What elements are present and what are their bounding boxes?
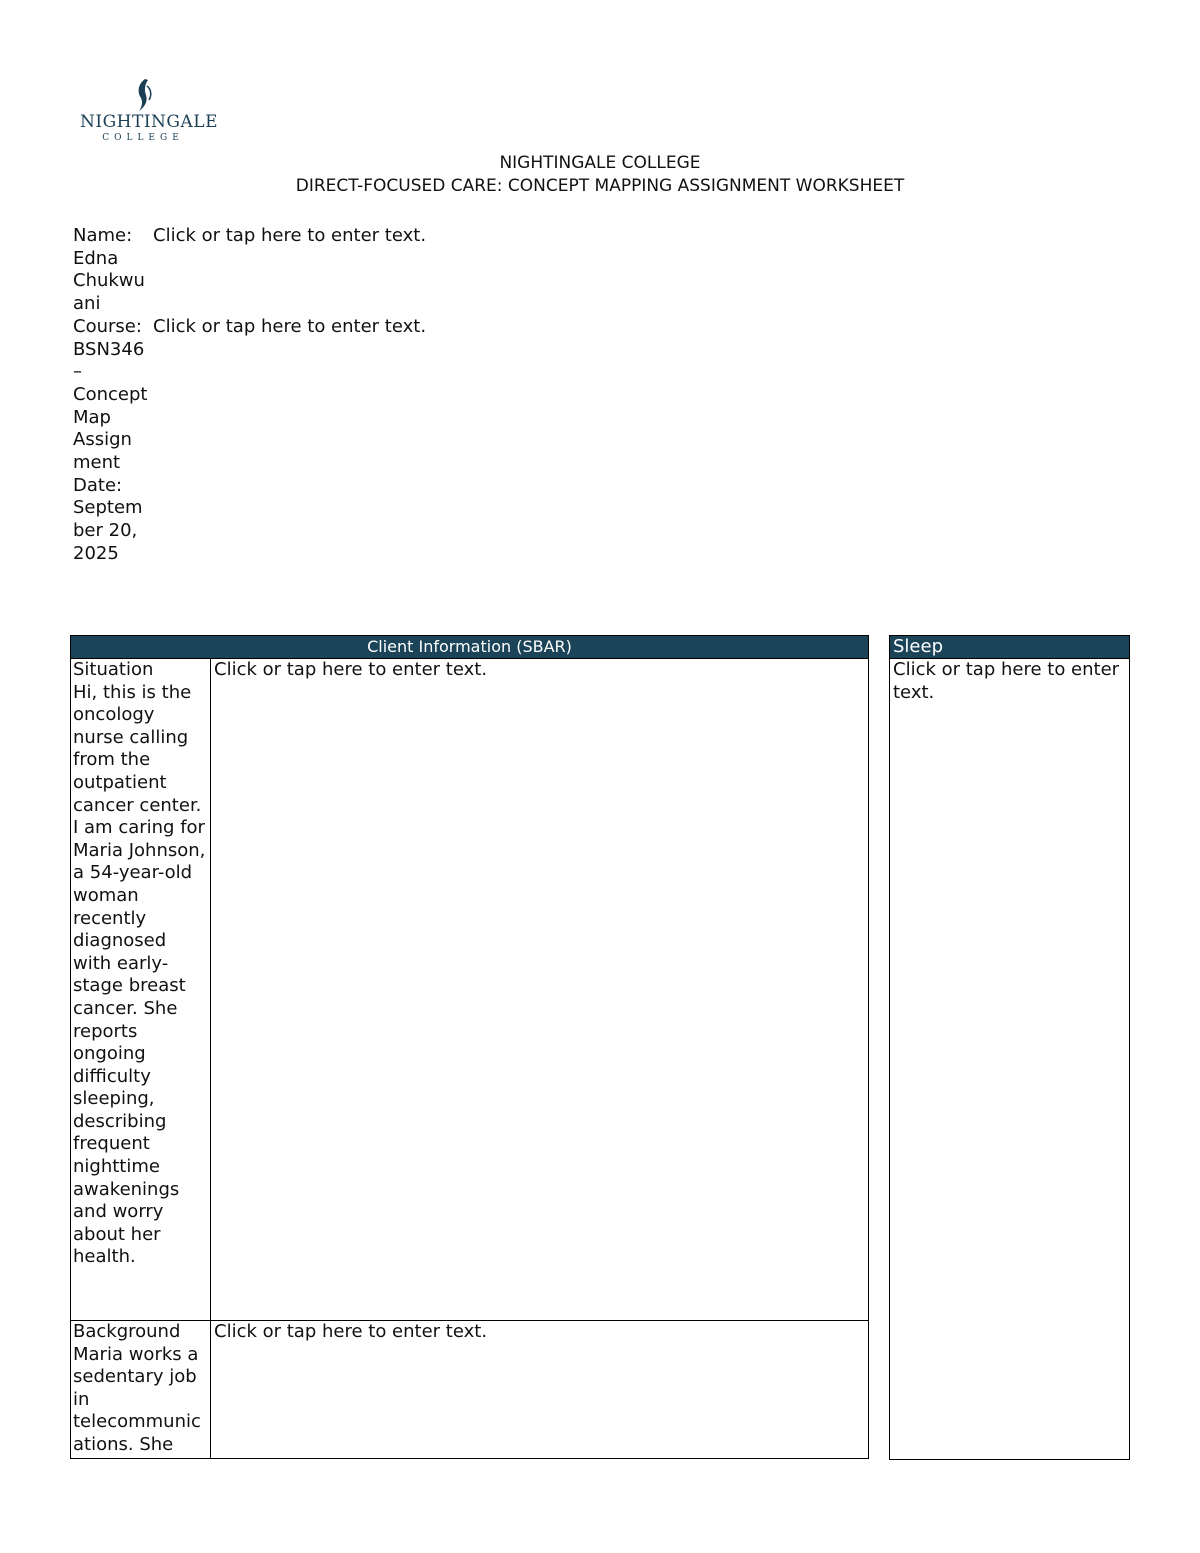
situation-label: Situation — [73, 659, 154, 680]
sbar-header: Client Information (SBAR) — [71, 636, 869, 659]
logo-subtext: COLLEGE — [102, 133, 184, 143]
course-label: Course: BSN346 – Concept Map Assignment Date: September 20, 2025 — [73, 315, 148, 564]
situation-text: Hi, this is the oncology nurse calling from the outpatient cancer center. I am caring for Maria Johnson, a 54-year-old woman recently diagnosed with early-stage breast cancer. She reports ongoing difficulty sleeping, describing frequent nighttime awakenings and worry about her health. — [73, 681, 206, 1268]
logo-wordmark: NIGHTINGALE — [80, 112, 218, 132]
situation-row — [71, 659, 869, 1321]
college-logo — [80, 78, 218, 144]
name-row — [73, 225, 426, 316]
background-label: Background — [73, 1321, 181, 1342]
situation-label-cell — [71, 659, 211, 1321]
document-subtitle: DIRECT-FOCUSED CARE: CONCEPT MAPPING ASSIGNMENT WORKSHEET — [295, 176, 905, 196]
sleep-table — [889, 635, 1130, 1460]
name-field[interactable]: Click or tap here to enter text. — [153, 225, 427, 246]
background-text: Maria works a sedentary job in telecommunications. She — [73, 1343, 201, 1455]
nightingale-bird-icon — [132, 78, 154, 112]
background-row — [71, 1321, 869, 1459]
sleep-header: Sleep — [890, 636, 1130, 659]
situation-field[interactable]: Click or tap here to enter text. — [211, 659, 869, 1321]
course-row — [73, 316, 426, 566]
student-info — [73, 225, 426, 566]
name-label: Name: Edna Chukwuani — [73, 225, 145, 315]
sleep-field[interactable]: Click or tap here to enter text. — [890, 659, 1130, 1460]
background-label-cell — [71, 1321, 211, 1459]
background-field[interactable]: Click or tap here to enter text. — [211, 1321, 869, 1459]
document-title: NIGHTINGALE COLLEGE — [499, 153, 701, 173]
sbar-table — [70, 635, 869, 1459]
course-field[interactable]: Click or tap here to enter text. — [153, 315, 427, 337]
